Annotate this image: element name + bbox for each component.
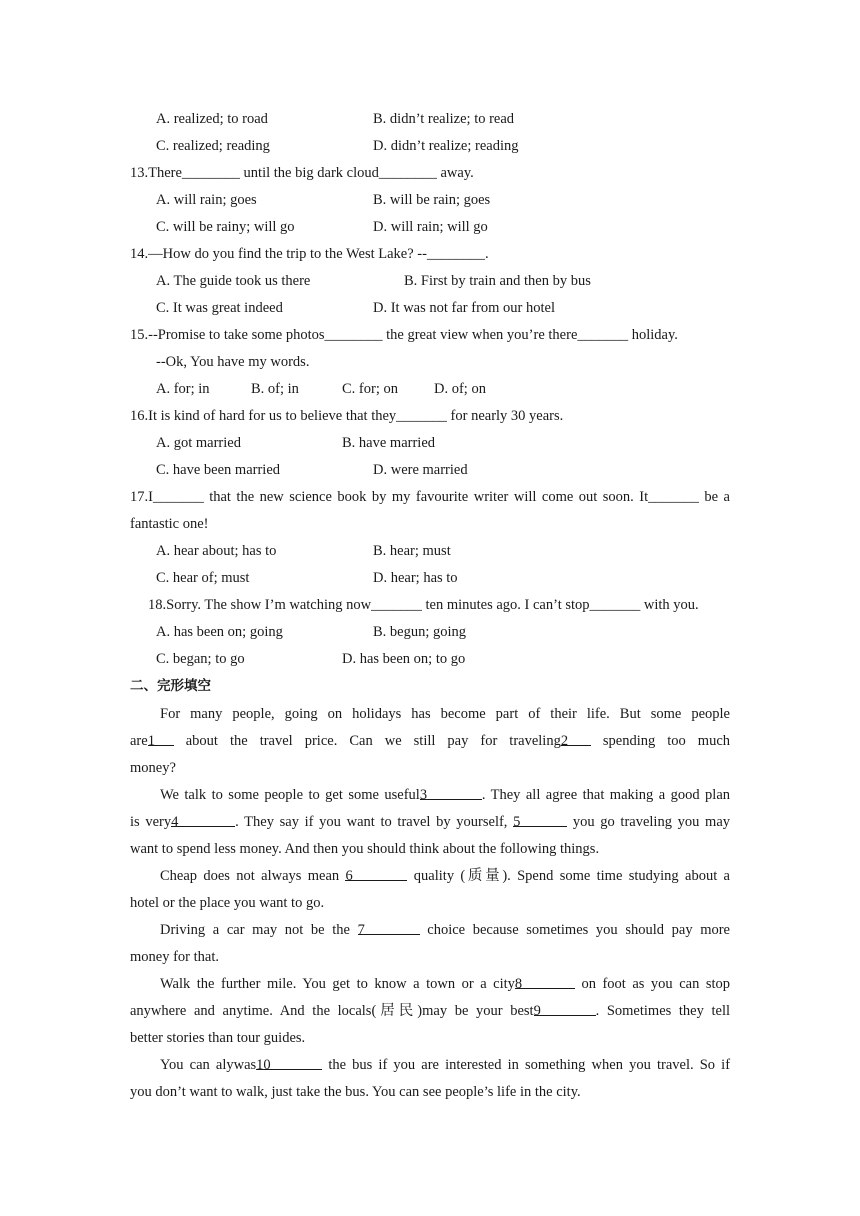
cloze-p6-line2: you don’t want to walk, just take the bus. You can see people’s life in the city. — [130, 1084, 581, 1100]
q16-option-c: C. have been married — [156, 462, 281, 478]
q14-option-a: A. The guide took us there — [156, 273, 311, 289]
q15-stem: 15.--Promise to take some photos________ the great view when you’re there_______ holiday. — [130, 327, 678, 343]
q13-option-a: A. will rain; goes — [156, 192, 257, 208]
q15-option-b: B. of; in — [251, 381, 299, 397]
q12-option-b: B. didn’t realize; to read — [373, 111, 515, 127]
cloze-p4-line1: Driving a car may not be the 7 choice because sometimes you should pay more — [160, 922, 730, 938]
cloze-blank-9[interactable]: 9 — [534, 1002, 596, 1016]
q12-option-d: D. didn’t realize; reading — [373, 138, 519, 154]
q16-option-a: A. got married — [156, 435, 241, 451]
q15-option-d: D. of; on — [434, 381, 486, 397]
q17-option-a: A. hear about; has to — [156, 543, 277, 559]
q18-option-d: D. has been on; to go — [342, 651, 466, 667]
q18-option-a: A. has been on; going — [156, 624, 283, 640]
q17-stem-line2: fantastic one! — [130, 516, 209, 532]
q16-option-b: B. have married — [342, 435, 436, 451]
q16-stem: 16.It is kind of hard for us to believe that they_______ for nearly 30 years. — [130, 408, 564, 424]
q15-option-c: C. for; on — [342, 381, 398, 397]
q17-option-c: C. hear of; must — [156, 570, 250, 586]
cloze-blank-2[interactable]: 2 — [561, 732, 591, 746]
cloze-p1-line3: money? — [130, 760, 176, 776]
q17-option-d: D. hear; has to — [373, 570, 458, 586]
cloze-p4-line2: money for that. — [130, 949, 219, 965]
cloze-p2-line1: We talk to some people to get some useful3 . They all agree that making a good plan — [160, 787, 731, 803]
q13-option-c: C. will be rainy; will go — [156, 219, 295, 235]
cloze-p3-line2: hotel or the place you want to go. — [130, 895, 325, 911]
cloze-p5-line1: Walk the further mile. You get to know a town or a city8 on foot as you can stop — [160, 976, 731, 992]
q13-option-b: B. will be rain; goes — [373, 192, 491, 208]
q14-option-c: C. It was great indeed — [156, 300, 283, 316]
q15-reply: --Ok, You have my words. — [156, 354, 310, 370]
section-heading: 二、完形填空 — [130, 678, 211, 694]
q18-option-b: B. begun; going — [373, 624, 467, 640]
q14-option-b: B. First by train and then by bus — [404, 273, 591, 289]
q12-option-c: C. realized; reading — [156, 138, 270, 154]
q12-option-a: A. realized; to road — [156, 111, 268, 127]
q14-option-d: D. It was not far from our hotel — [373, 300, 556, 316]
cloze-p2-line2: is very4 . They say if you want to travel by yourself, 5 you go traveling you may — [130, 814, 731, 830]
q18-stem: 18.Sorry. The show I’m watching now_______ ten minutes ago. I can’t stop_______ with you. — [148, 597, 699, 613]
cloze-p3-line1: Cheap does not always mean 6 quality (质量). Spend some time studying about a — [160, 868, 730, 884]
cloze-blank-8[interactable]: 8 — [515, 975, 575, 989]
cloze-blank-10[interactable]: 10 — [256, 1056, 322, 1070]
cloze-blank-3[interactable]: 3 — [420, 786, 482, 800]
q13-stem: 13.There________ until the big dark cloud________ away. — [130, 165, 474, 181]
cloze-blank-7[interactable]: 7 — [358, 921, 420, 935]
cloze-blank-4[interactable]: 4 — [171, 813, 235, 827]
q17-stem-line1: 17.I_______ that the new science book by my favourite writer will come out soon. It_______ be a — [130, 489, 730, 505]
cloze-p1-line1: For many people, going on holidays has become part of their life. But some people — [160, 706, 730, 722]
q14-stem: 14.—How do you find the trip to the West Lake? --________. — [130, 246, 489, 262]
cloze-blank-6[interactable]: 6 — [345, 867, 407, 881]
cloze-p5-line2: anywhere and anytime. And the locals(居民)may be your best9 . Sometimes they tell — [130, 1003, 731, 1019]
cloze-blank-5[interactable]: 5 — [513, 813, 567, 827]
q16-option-d: D. were married — [373, 462, 468, 478]
cloze-p6-line1: You can alywas10 the bus if you are interested in something when you travel. So if — [160, 1057, 731, 1073]
q15-option-a: A. for; in — [156, 381, 210, 397]
cloze-p5-line3: better stories than tour guides. — [130, 1030, 306, 1046]
q18-option-c: C. began; to go — [156, 651, 245, 667]
cloze-p1-line2: are1 about the travel price. Can we still pay for traveling2 spending too much — [130, 733, 731, 749]
cloze-blank-1[interactable]: 1 — [148, 732, 174, 746]
q13-option-d: D. will rain; will go — [373, 219, 488, 235]
q17-option-b: B. hear; must — [373, 543, 451, 559]
cloze-p2-line3: want to spend less money. And then you should think about the following things. — [130, 841, 600, 857]
